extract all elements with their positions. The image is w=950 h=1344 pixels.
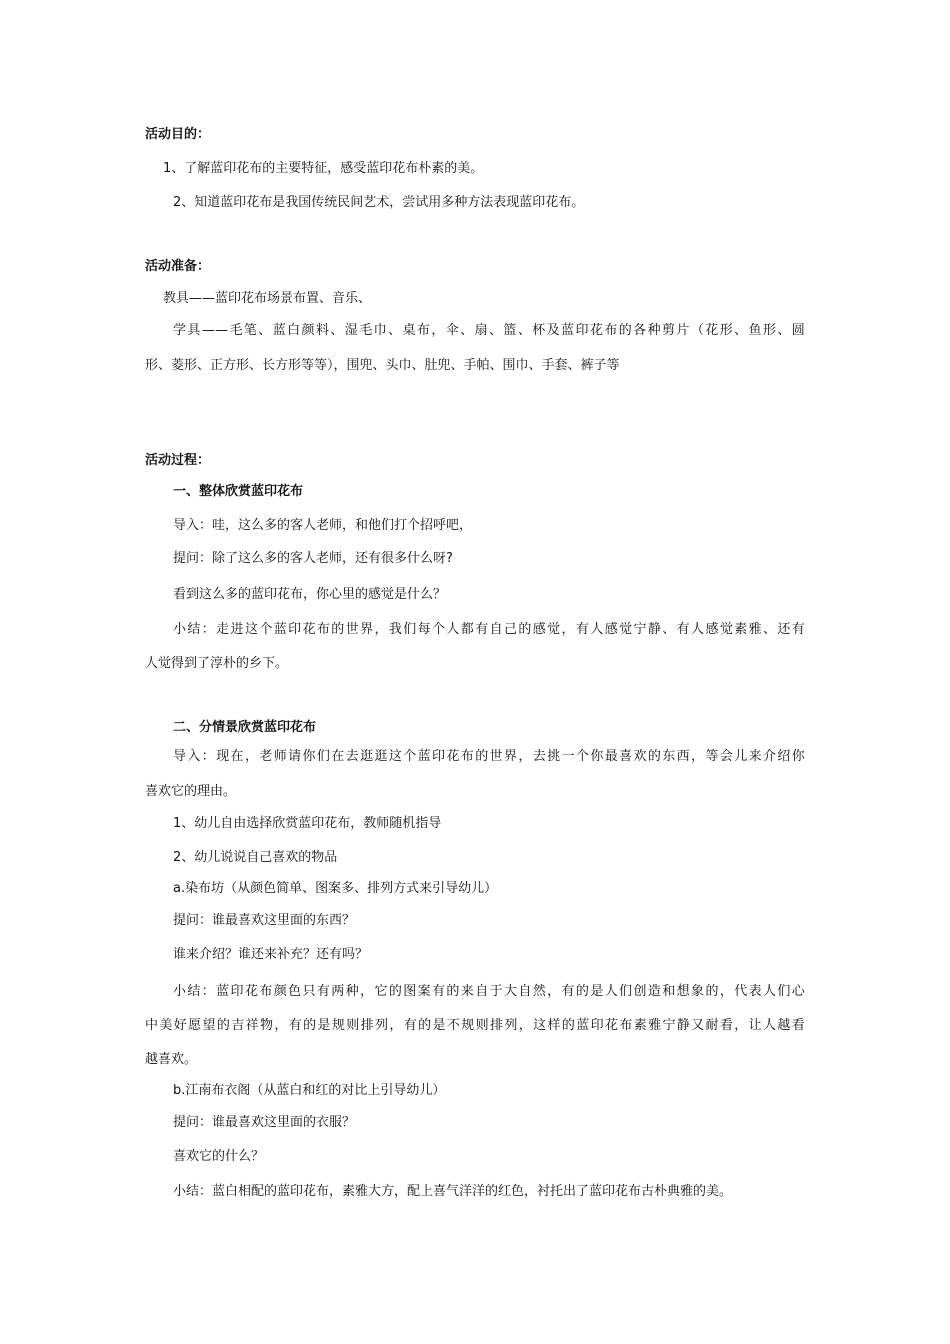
purpose-heading: 活动目的： [145, 127, 211, 142]
part2-step-1: 1、幼儿自由选择欣赏蓝印花布，教师随机指导 [173, 816, 442, 831]
purpose-item-1: 1、了解蓝印花布的主要特征，感受蓝印花布朴素的美。 [163, 161, 484, 176]
scene-a-followup: 谁来介绍？谁还来补充？还有吗？ [173, 947, 369, 962]
process-heading: 活动过程： [145, 453, 211, 468]
part2-title: 二、分情景欣赏蓝印花布 [173, 720, 317, 735]
scene-a-label: a.染布坊（从颜色简单、图案多、排列方式来引导幼儿） [173, 881, 498, 896]
preparation-heading: 活动准备： [145, 259, 211, 274]
learning-aids-line-1: 学具——毛笔、蓝白颜料、湿毛巾、桌布，伞、扇、篮、杯及蓝印花布的各种剪片（花形、鱼形、圆 [173, 323, 805, 338]
scene-a-summary-line-2: 中美好愿望的吉祥物，有的是规则排列，有的是不规则排列，这样的蓝印花布素雅宁静又耐看，让人越看 [145, 1018, 805, 1033]
purpose-item-2: 2、知道蓝印花布是我国传统民间艺术，尝试用多种方法表现蓝印花布。 [173, 195, 585, 210]
scene-b-question: 提问：谁最喜欢这里面的衣服？ [173, 1115, 356, 1130]
scene-a-summary-line-3: 越喜欢。 [145, 1052, 198, 1067]
part2-intro-line-1: 导入：现在，老师请你们在去逛逛这个蓝印花布的世界，去挑一个你最喜欢的东西，等会儿来介绍你 [173, 749, 805, 764]
scene-b-followup: 喜欢它的什么？ [173, 1149, 265, 1164]
part1-intro: 导入：哇，这么多的客人老师，和他们打个招呼吧， [173, 518, 473, 533]
teaching-aids: 教具——蓝印花布场景布置、音乐、 [163, 291, 372, 306]
part1-title: 一、整体欣赏蓝印花布 [173, 484, 304, 499]
part1-summary-line-1: 小结：走进这个蓝印花布的世界，我们每个人都有自己的感觉，有人感觉宁静、有人感觉素雅、还有 [173, 622, 805, 637]
learning-aids-line-2: 形、菱形、正方形、长方形等等），围兜、头巾、肚兜、手帕、围巾、手套、裤子等 [145, 358, 620, 373]
part2-intro-line-2: 喜欢它的理由。 [145, 784, 237, 799]
part1-feeling: 看到这么多的蓝印花布，你心里的感觉是什么？ [173, 587, 447, 602]
scene-a-summary-line-1: 小结：蓝印花布颜色只有两种，它的图案有的来自于大自然，有的是人们创造和想象的，代表人们心 [173, 984, 805, 999]
scene-b-summary: 小结：蓝白相配的蓝印花布，素雅大方，配上喜气洋洋的红色，衬托出了蓝印花布古朴典雅的美。 [173, 1184, 733, 1199]
part1-summary-line-2: 人觉得到了淳朴的乡下。 [145, 656, 289, 671]
scene-a-question: 提问：谁最喜欢这里面的东西？ [173, 913, 356, 928]
scene-b-label: b.江南布衣阁（从蓝白和红的对比上引导幼儿） [173, 1083, 446, 1098]
part1-question: 提问：除了这么多的客人老师，还有很多什么呀? [173, 551, 453, 566]
part2-step-2: 2、幼儿说说自己喜欢的物品 [173, 850, 338, 865]
